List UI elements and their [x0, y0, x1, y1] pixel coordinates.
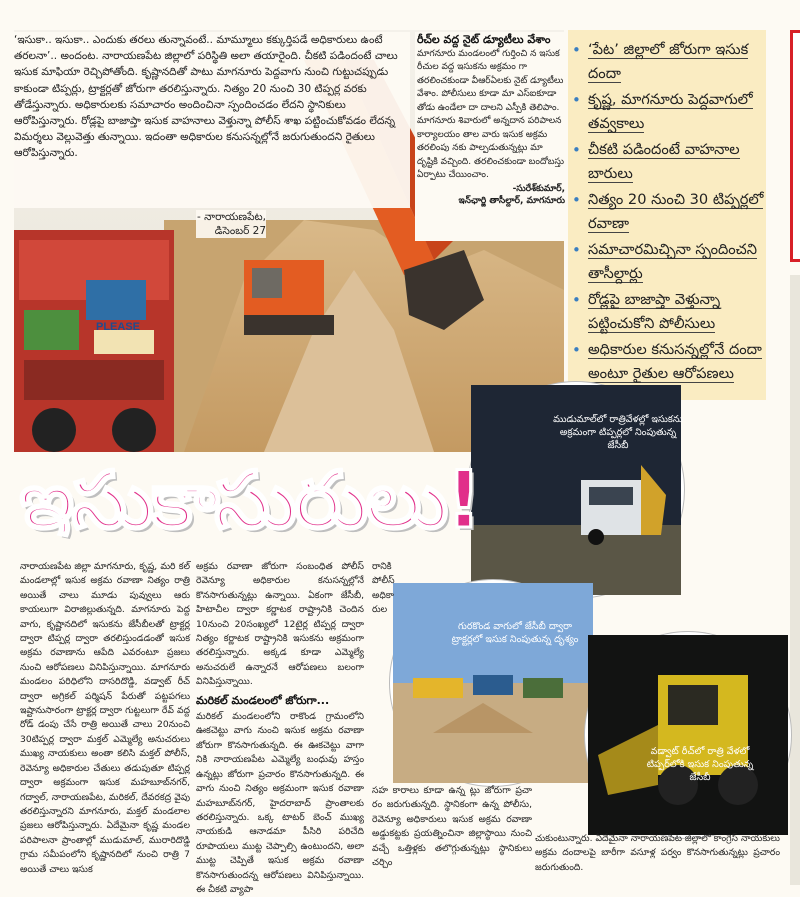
- adjacent-article-border: [790, 30, 800, 262]
- byline-date: డిసెంబర్ 27: [214, 225, 266, 237]
- body-col3-text: రానికి పోలీస్ అధికా రుల: [372, 561, 395, 616]
- key-point-item: [572, 338, 766, 386]
- key-points-box: [568, 30, 766, 400]
- body-col2b-text: మరికల్ మండలంలోని రాకొండ గ్రామంలోని ఊకచెట్టు వాగు నుంచి ఇసుక అక్రమ రవాణా జోరుగా కొనసాగుతున్నది. ఈ ఊకచెట్టు వాగా నికి నారాయణపేట ఎమ్మెల్యే బంధువు హస్తం ఉన్నట్లు జోరుగా ప్రచారం కొనసాగుతున్నది. ఈ వాగు నుంచి నిత్యం అక్రమంగా ఇసుక రవాణా మహబూబ్‌నగర్, హైదరాబాద్ ప్రాంతాలకు తరలిస్తున్నారు. ఒక్క టాటర్ బెంచ్ ముఖ్య నాయకుడి ఆనాడమా పీసిరి పరిచేది రూపాయలు ముట్ట చెప్పాల్సి ఉంటుందని, అలా ముట్ట చెప్పితే ఇసుక అక్రమ రవాణా కొనసాగుతుందన్న ఆరోపణలు వినిపిస్తున్నాయి. ఈ చీకటి వ్యాపా: [196, 711, 364, 895]
- key-point-text: అధికారుల కనుసన్నల్లోనే దందా అంటూ రైతుల ఆరోపణలు: [588, 341, 762, 382]
- truck: [14, 230, 174, 452]
- body-column-4: [535, 832, 780, 880]
- intro-paragraph: [14, 32, 410, 208]
- quote-heading: రీచ్‌ల వద్ద నైట్ డ్యూటీలు వేశాం: [417, 33, 551, 46]
- headline: [20, 455, 580, 550]
- quote-sign-name: -సురేశ్‌కుమార్,: [512, 183, 565, 194]
- key-points-list: [568, 30, 766, 386]
- key-point-text: నిత్యం 20 నుంచి 30 టిప్పర్లలో రవాణా: [588, 191, 764, 232]
- key-point-item: [572, 88, 766, 136]
- body-col4-text: చుకుంటున్నారు. ఏదేమైనా నారాయణపేట జిల్లాలో కాంగ్రెస్ నాయకులు అక్రమ దందాలపై బారీగా వసూళ్ల పర్వం కొనసాగుతున్నట్లు ప్రచారం జరుగుతుంది.: [535, 833, 780, 873]
- headline-text: ఇసుకాసురులు!: [20, 456, 480, 546]
- intro-text: ‘ఇసుకా.. ఇసుకా.. ఎందుకు తరలు తున్నావంటే.. మామ్మూలు కక్కుర్తిపడే అధికారులు ఉంటే తరలనా’.. అందంట. నారాయణపేట జిల్లాలో పరిస్థితి అలా తయారైంది. చీకటి పడిందంటే చాలు ఇసుక మాఫియా రెచ్చిపోతోంది. కృష్ణానదితో పాటు మాగనూరు పెద్దవాగు నుంచి గుట్టుచప్పుడు కాకుండా టిప్పర్లు, ట్రాక్టర్లతో జోరుగా తరలిస్తున్నారు. నిత్యం 20 నుంచి 30 టిప్పర్ల వరకు తోడేస్తున్నారు. అధికారులకు సమాచారం అందించినా స్పందించడం లేదని స్థానికులు ఆరోపిస్తున్నారు. రోడ్లపై బాజాప్తా ఇసుక వాహనాలు వెళ్తున్నా పోలీస్ శాఖ పట్టించుకోవడం లేదన్న విమర్శలు వెల్లువెత్తు తున్నాయి. ఇదంతా అధికారుల కనుసన్నల్లోనే జరుగుతుందని రైతులు ఆరోపిస్తున్నారు.: [14, 34, 398, 160]
- key-point-item: [572, 288, 766, 336]
- key-point-item: [572, 188, 766, 236]
- body-column-2: [196, 560, 364, 895]
- body-column-1: [20, 560, 190, 880]
- key-point-item: [572, 238, 766, 286]
- bullet-icon: •: [572, 41, 581, 59]
- bullet-icon: •: [572, 241, 581, 259]
- quote-sign-title: ఇన్‌ఛార్జి తాసీల్దార్, మాగనూరు: [458, 195, 565, 206]
- bullet-icon: •: [572, 191, 581, 209]
- key-point-item: [572, 138, 766, 186]
- caption-night-tipper: ముడుమాల్‌లో రాత్రివేళల్లో ఇసుకను అక్రమంగా టిప్పర్లలో నింపుతున్న జేసీబీ: [553, 414, 683, 451]
- official-quote: [415, 32, 567, 241]
- bullet-icon: •: [572, 291, 581, 309]
- quote-text: మాగనూరు మండలంలో గుర్తించి న ఇసుక రీచుల వద్ద ఇసుకను అక్రమం గా తరలించకుండా వీఆర్ఏలకు నైట్ డ్యూటీలు వేశాం. పోలీసులు కూడా మా ఎస్ఐకూడా తోడు ఉండేలా దా దాలని ఎస్పీకి తెలిపాం. మాగనూరు శివారులో అన్నదాన పరిపాలన కార్యాలయం తాల వారు ఇసుక అక్రమ తరలింపు నకు పాల్పడుతున్నట్లు మా దృష్టికి వచ్చింది. తరలించకుండా బందోబస్తు ఏర్పాటు చేయించాం.: [417, 48, 564, 181]
- key-point-text: రోడ్లపై బాజాప్తా వెళ్తున్నా పట్టించుకోని పోలీసులు: [588, 291, 721, 332]
- bullet-icon: •: [572, 91, 581, 109]
- body-column-3-bottom: [372, 784, 532, 880]
- adjacent-article-strip: [790, 275, 800, 885]
- body-col2-text: అక్రమ రవాణా జోరుగా సంబంధిత పోలీస్ రెవెన్యూ అధికారుల కనుసన్నల్లోనే కొనసాగుతున్నట్లు ఉన్నాయి. ఏకంగా జేసీబీ, హిటాచీల ద్వారా కర్ణాటక రాష్ట్రానికి చెందిన 10నుంచి 20సంఖ్యలో 12టైర్ల టిప్పర్ల ద్వారా నిత్యం కర్ణాటక రాష్ట్రానికి ఇసుకను అక్రమంగా తరలిస్తున్నారు. అక్కడ కూడా ఎమ్మెల్యే అనుచరులే ఉన్నారనే ఆరోపణలు బలంగా వినిపిస్తున్నాయి.: [196, 561, 364, 688]
- bullet-icon: •: [572, 341, 581, 359]
- key-point-text: ‘పేట’ జిల్లాలో జోరుగా ఇసుక దందా: [588, 41, 749, 82]
- quote-sign: [417, 183, 565, 207]
- key-point-text: కృష్ణ, మాగనూరు పెద్దవాగులో తవ్వకాలు: [588, 91, 753, 132]
- caption-stream-tractor: గురకొండ వాగులో జేసీబీ ద్వారా ట్రాక్టర్లలో ఇసుక నింపుతున్న దృశ్యం: [451, 621, 579, 645]
- body-col3b-text: సహ కారాలు కూడా ఉన్న ట్లు జోరుగా ప్రచా రం జరుగుతున్నది. స్థానికంగా ఉన్న పోలీసు, రెవెన్యూ అధికారులు ఇసుక అక్రమ రవాణా అడ్డుకట్టకు ప్రయత్నించినా జిల్లాస్థాయి నుంచి వచ్చే ఒత్తిళ్లకు తలొగ్గుతున్నట్లు స్థానికులు చర్చిం: [372, 785, 532, 869]
- reach-jcb-photo: [585, 632, 791, 838]
- truck-sign: PLEASE: [96, 321, 141, 333]
- key-point-item: [572, 38, 766, 86]
- key-point-text: చీకటి పడిందంటే వాహనాల బారులు: [588, 141, 740, 182]
- stream-tractor-photo: [390, 580, 596, 786]
- bullet-icon: •: [572, 141, 581, 159]
- intro-byline: [196, 210, 266, 238]
- caption-reach-jcb: వడ్వాట్ రీచ్‌లో రాత్రి వేళలో టిప్పర్‌లోకి ఇసుక నింపుతున్న జేసీబీ: [646, 746, 754, 783]
- body-col1-text: నారాయణపేట జిల్లా మాగనూరు, కృష్ణ, మరి కల్ మండలాల్లో ఇసుక అక్రమ రవాణా నిత్యం రాత్రి అయితే చాలు మూడు పువ్వులు ఆరు కాయలుగా విరాజిల్లుతున్నది. మాగనూరు పెద్ద వాగు, కృష్ణానదిలో ఇసుకను జేసీబీలతో ట్రాక్టర్ల ద్వారా టిప్పర్ల ద్వారా తరలిస్తుండడంతో ఇసుక అక్రమ రవాణాను ఆపేది ఎవరంటూ ప్రజలు నుంచి ఆరోపణలు వినిపిస్తున్నాయి. మాగనూరు మండలం పరిధిలోని దాసరిదొడ్డి, వడ్వాట్ రీచ్ ద్వారా అగ్రికల్ పర్మిషన్ పేరుతో పట్టపగలు ఇష్టానుసారంగా ట్రాక్టర్ల ద్వారా గుట్టలుగా రేవ్ వద్ద రోడ్ డంపు చేసే రాత్రి అయితే చాలు 20నుంచి 30టిప్పర్ల ద్వారా మక్తల్ ఎమ్మెల్యే అనుచరులు ముఖ్య నాయకులు అంతా కలిసి మక్తల్ పోలీస్, రెవెన్యూ అధికారుల చేతులు తడుపుతూ టిప్పర్ల ద్వారా అక్రమంగా ఇసుక మహబూబ్‌నగర్, గద్వాల్, నారాయణపేట, మరికల్, దేవరకద్ర వైపు తరలిస్తున్నారని మాగనూరు, మక్తల్ మండలాల ప్రజలు ఆరోపిస్తున్నారు. ఏదేమైనా కృష్ణ మండల పరిపాలనా ప్రాంతాల్లో ముడుమాల్, మురారిదొడ్డి గ్రామ సమీపంలోని కృష్ణానదిలో నుంచి రాత్రి 7 అయితే చాలు ఇసుక: [20, 561, 190, 875]
- byline-place: - నారాయణపేట,: [197, 211, 266, 223]
- body-subheading: మరికల్ మండలంలో జోరుగా...: [196, 693, 330, 707]
- key-point-text: సమాచారమిచ్చినా స్పందించని తాసీల్దార్లు: [588, 241, 758, 282]
- body-column-3-top: [372, 560, 408, 618]
